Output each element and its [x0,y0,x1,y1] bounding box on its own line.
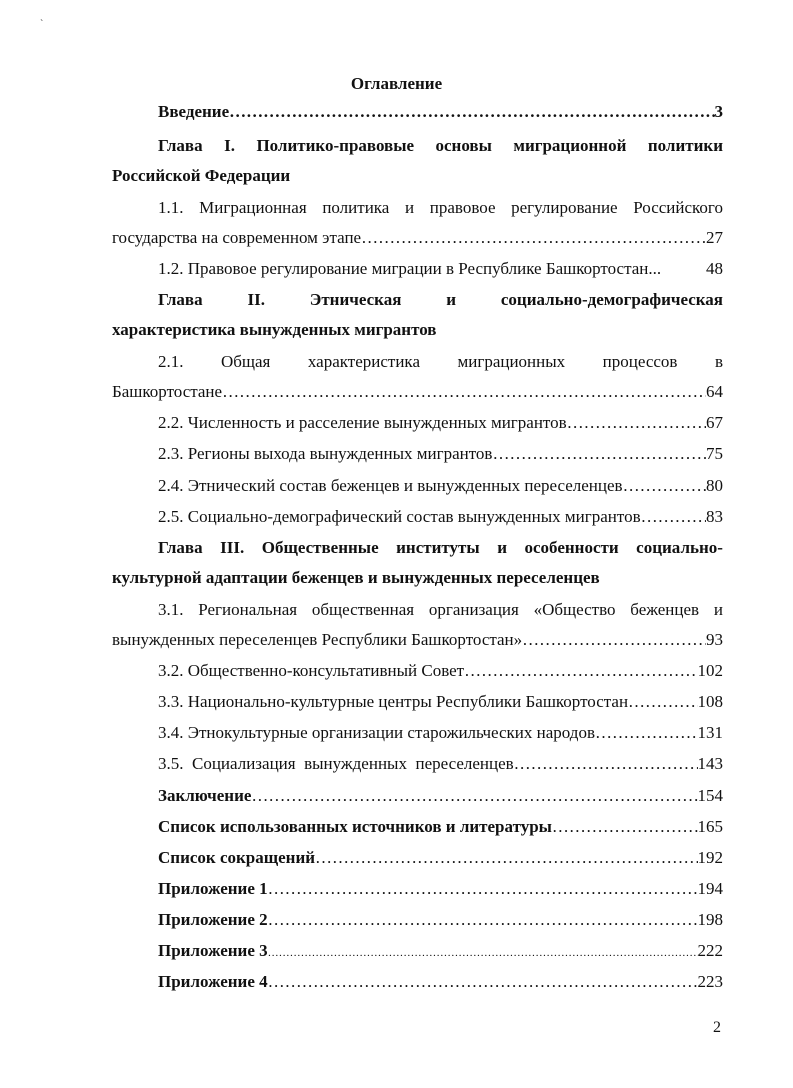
toc-entry-1-2: 1.2. Правовое регулирование миграции в Республике Башкортостан... 48 [158,259,723,278]
toc-entry-appendix-3: Приложение 3 ………………………………………………………………………………………………………………………………………………………… 222 [158,941,723,961]
toc-entry-conclusion: Заключение ………………………………………………………………………………………………………………………………………………………… 154 [158,786,723,806]
toc-leader [595,723,698,743]
toc-page: 131 [697,723,723,742]
toc-page: 165 [697,817,723,836]
toc-leader [641,507,706,527]
toc-leader [522,630,706,650]
toc-leader [229,102,714,122]
toc-entry-2-1-cont: Башкортостане ………………………………………………………………………………………………………………………………………………………… 64 [112,382,723,402]
page-number: 2 [713,1019,721,1036]
chapter-1-heading-cont: Российской Федерации [112,166,291,185]
toc-page: 108 [697,692,723,711]
toc-leader [567,413,706,433]
toc-leader [514,754,698,774]
toc-page: 64 [706,382,723,401]
scan-mark: ` [40,19,44,30]
toc-leader [628,692,697,712]
toc-entry-3-2: 3.2. Общественно-консультативный Совет ………………………………………………………………………………………………………………………………………………………… 102 [158,661,723,681]
toc-entry-appendix-2: Приложение 2 ………………………………………………………………………………………………………………………………………………………… 198 [158,910,723,930]
toc-page: 222 [697,941,723,960]
toc-leader [222,382,706,402]
toc-leader [251,786,697,806]
toc-entry-2-5: 2.5. Социально-демографический состав вынужденных мигрантов ………………………………………………………………………………………………………………………………………………………… 83 [158,507,723,527]
toc-page: 154 [697,786,723,805]
toc-page: 223 [697,972,723,991]
toc-entry-appendix-4: Приложение 4 ………………………………………………………………………………………………………………………………………………………… 223 [158,972,723,992]
toc-leader [268,879,698,899]
toc-entry-3-5: 3.5. Социализация вынужденных переселенцев ………………………………………………………………………………………………………………………………………………………… 143 [158,754,723,774]
toc-page: 194 [697,879,723,898]
toc-label: Введение [158,102,230,121]
toc-leader [268,910,698,930]
toc-leader [315,848,697,868]
toc-entry-3-4: 3.4. Этнокультурные организации старожильческих народов ………………………………………………………………………………………………………………………………………………………… 131 [158,723,723,743]
chapter-3-heading-cont: культурной адаптации беженцев и вынужденных переселенцев [112,568,600,587]
toc-page: 192 [697,848,723,867]
toc-leader [623,476,706,496]
toc-leader [492,444,706,464]
toc-page: 102 [697,661,723,680]
toc-entry-2-2: 2.2. Численность и расселение вынужденных мигрантов ………………………………………………………………………………………………………………………………………………………… 67 [158,413,723,433]
toc-entry-appendix-1: Приложение 1 ………………………………………………………………………………………………………………………………………………………… 194 [158,879,723,899]
toc-leader [464,661,697,681]
toc-entry-2-4: 2.4. Этнический состав беженцев и вынужденных переселенцев ………………………………………………………………………………………………………………………………………………………… 80 [158,476,723,496]
chapter-2-heading-cont: характеристика вынужденных мигрантов [112,320,437,339]
toc-leader [268,943,698,961]
toc-page: 83 [706,507,723,526]
toc-page: 198 [697,910,723,929]
toc-page: 3 [714,102,723,121]
toc-page: 143 [697,754,723,773]
toc-entry-3-1-cont: вынужденных переселенцев Республики Башкортостан» ………………………………………………………………………………………………………………………………………………………… 93 [112,630,723,650]
toc-leader [268,972,698,992]
toc-page: 27 [706,228,723,247]
toc-leader [552,817,698,837]
toc-entry-intro [158,102,723,122]
toc-page: 80 [706,476,723,495]
toc-page: 93 [706,630,723,649]
toc-page: 67 [706,413,723,432]
chapter-3-heading: Глава III. Общественные институты и особенности социально- [158,538,723,557]
page-title: Оглавление [350,74,443,93]
toc-page: 75 [706,444,723,463]
chapter-2-heading: Глава II. Этническая и социально-демографическая [158,290,723,309]
toc-page: 48 [706,259,723,278]
toc-entry-abbreviations: Список сокращений ………………………………………………………………………………………………………………………………………………………… 192 [158,848,723,868]
toc-entry-2-1: 2.1. Общая характеристика миграционных процессов в [158,352,723,371]
toc-leader [361,228,706,248]
toc-entry-1-1-cont: государства на современном этапе ………………………………………………………………………………………………………………………………………………………… 27 [112,228,723,248]
chapter-1-heading: Глава I. Политико-правовые основы миграционной политики [158,136,723,155]
toc-entry-3-3: 3.3. Национально-культурные центры Республики Башкортостан ………………………………………………………………………………………………………………………………………………………… 108 [158,692,723,712]
toc-entry-sources: Список использованных источников и литературы ………………………………………………………………………………………………………………………………………………………… 165 [158,817,723,837]
toc-entry-3-1: 3.1. Региональная общественная организация «Общество беженцев и [158,600,723,619]
toc-entry-1-1: 1.1. Миграционная политика и правовое регулирование Российского [158,198,723,217]
toc-entry-2-3: 2.3. Регионы выхода вынужденных мигрантов ………………………………………………………………………………………………………………………………………………………… 75 [158,444,723,464]
